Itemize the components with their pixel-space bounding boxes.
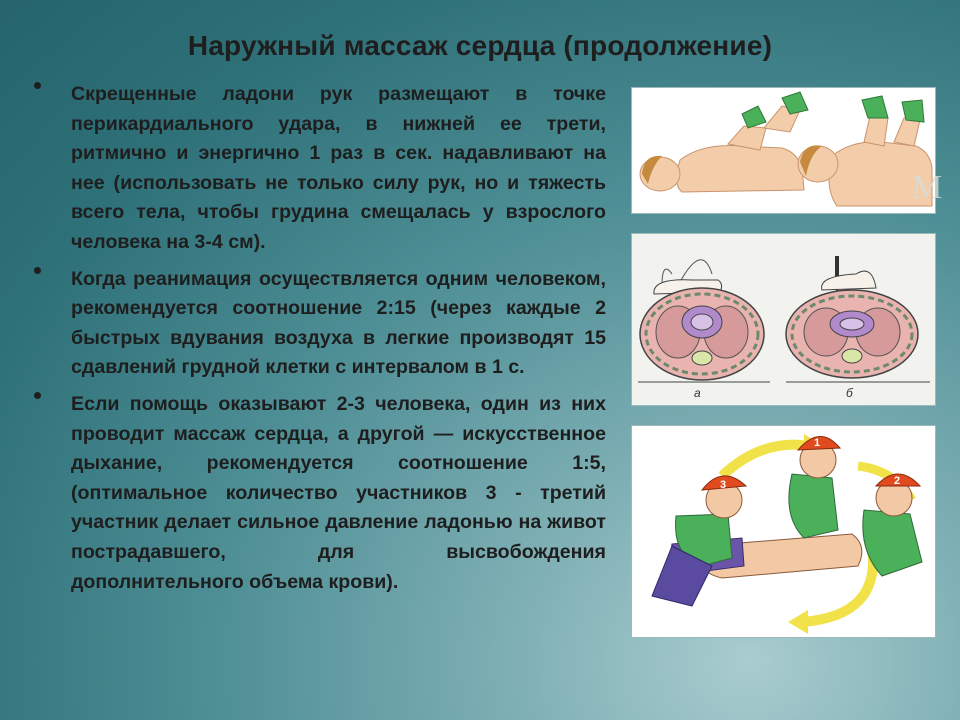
chest-cross-section-diagram — [631, 233, 936, 406]
rescue-team-illustration — [631, 425, 936, 638]
bullet-text: Скрещенные ладони рук размещают в точке перикардиального удара, в нижней ее трети, ритмично и энергично 1 раз в сек. надавливают на нее (использовать не только силу рук, но и тяжесть всего тела, чтобы грудина смещалась у взрослого человека на 3-4 см). — [71, 83, 606, 253]
helper-number-2: 2 — [894, 475, 901, 487]
cross-section-b — [786, 256, 930, 400]
rescuer-1 — [789, 436, 840, 538]
bullet-marker — [34, 267, 41, 274]
slide-title: Наружный массаж сердца (продолжение) — [187, 30, 773, 61]
helper-number-1: 1 — [814, 437, 821, 449]
bullet-list — [34, 80, 606, 604]
bullet-marker — [34, 392, 41, 399]
label-a: а — [694, 386, 701, 400]
list-item — [34, 80, 606, 258]
compression-illustration — [631, 87, 943, 214]
list-item — [34, 265, 606, 383]
rescuer-2 — [863, 474, 922, 576]
bullet-marker — [34, 82, 41, 89]
list-item — [34, 390, 606, 597]
helper-number-3: 3 — [720, 479, 727, 491]
patient-left — [640, 92, 808, 192]
watermark: М — [912, 169, 943, 206]
bullet-text: Если помощь оказывают 2-3 человека, один из них проводит массаж сердца, а другой — искусственное дыхание, рекомендуется соотношение 1:5, (оптимальное количество участников 3 - третий участник делает сильное давление ладонью на живот пострадавшего, для высвобождения дополнительного объема крови). — [71, 392, 606, 593]
label-b: б — [846, 386, 853, 400]
cross-section-a — [638, 260, 770, 400]
bullet-text: Когда реанимация осуществляется одним человеком, рекомендуется соотношение 2:15 (через каждые 2 быстрых вдувания воздуха в легкие производят 15 сдавлений грудной клетки с интервалом в 1 с. — [71, 267, 606, 379]
